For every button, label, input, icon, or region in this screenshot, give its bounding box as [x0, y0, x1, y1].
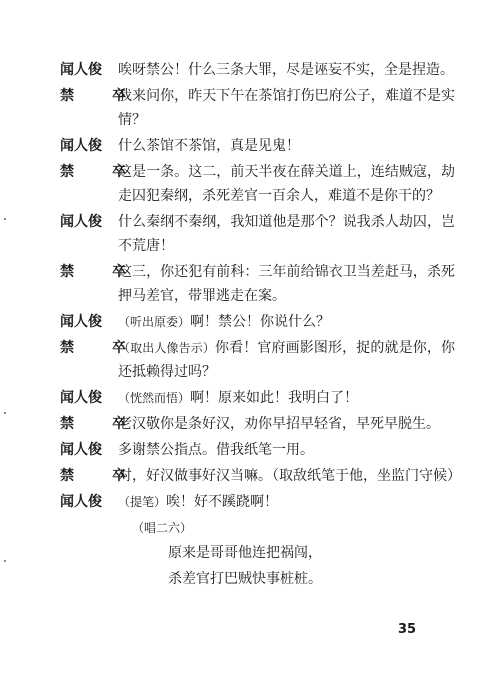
aria-label: （唱二六）	[132, 521, 193, 535]
stage-direction: （听出原委）	[118, 315, 191, 329]
speaker-name: 闻人俊	[60, 314, 102, 330]
aria-block	[118, 516, 455, 592]
speech-words: 唉！好不蹊跷啊！	[166, 494, 279, 510]
dialogue-line	[60, 438, 455, 462]
speech-text: 老汉敬你是条好汉，劝你早招早轻省，早死早脱生。	[118, 416, 440, 432]
speaker-name: 闻人俊	[60, 390, 102, 406]
speech-text: 这是一条。这二，前天半夜在薛关道上，连结贼寇，劫走囚犯秦纲，杀死差官一百余人，难道不是你干的？	[118, 164, 455, 204]
stage-direction: （取出人像告示）	[118, 341, 215, 355]
speech-text: 什么秦纲不秦纲，我知道他是那个？说我杀人劫囚，岂不荒唐！	[118, 214, 455, 254]
speech-text: 多谢禁公指点。借我纸笔一用。	[118, 442, 314, 458]
speech-words: 啊！原来如此！我明白了！	[190, 390, 359, 406]
speech-text	[118, 336, 455, 384]
speech-text	[118, 310, 455, 334]
speech-text: 我来问你，昨天下午在茶馆打伤巴府公子，难道不是实情？	[118, 88, 455, 128]
verse-line: 杀差官打巴贼快事桩桩。	[168, 571, 322, 587]
speaker-name: 禁 卒	[60, 264, 138, 280]
margin-mark	[4, 560, 6, 562]
dialogue-line	[60, 160, 455, 208]
speech-text	[118, 490, 455, 514]
speech-words: 啊！禁公！你说什么？	[190, 314, 331, 330]
speaker-name: 禁 卒	[60, 340, 138, 356]
dialogue-line	[60, 490, 455, 514]
dialogue-line	[60, 84, 455, 132]
speaker-name: 闻人俊	[60, 214, 102, 230]
margin-mark	[4, 218, 6, 220]
speaker-name: 闻人俊	[60, 494, 102, 510]
dialogue-line	[60, 336, 455, 384]
speaker-name: 禁 卒	[60, 468, 138, 484]
dialogue-line	[60, 210, 455, 258]
speaker-name: 闻人俊	[60, 442, 102, 458]
speaker-name: 禁 卒	[60, 164, 138, 180]
script-dialogue	[60, 58, 461, 592]
speech-text: 什么茶馆不茶馆，真是见鬼！	[118, 138, 300, 154]
verse-line: 原来是哥哥他连把祸闯，	[168, 545, 322, 561]
page-number: 35	[398, 622, 417, 637]
dialogue-line	[60, 412, 455, 436]
margin-mark	[4, 412, 6, 414]
speaker-name: 闻人俊	[60, 62, 102, 78]
stage-direction: （提笔）	[118, 495, 167, 509]
speech-text: 对，好汉做事好汉当嘛。（取敌纸笔于他，坐监门守候）	[118, 468, 461, 484]
speaker-name: 禁 卒	[60, 88, 138, 104]
dialogue-line	[60, 310, 455, 334]
speaker-name: 禁 卒	[60, 416, 138, 432]
dialogue-line	[60, 464, 461, 488]
dialogue-line	[60, 58, 455, 82]
dialogue-line	[60, 260, 455, 308]
speech-text: 唉呀禁公！什么三条大罪，尽是诬妄不实，全是捏造。	[118, 62, 454, 78]
stage-direction: （恍然而悟）	[118, 391, 191, 405]
dialogue-line	[60, 134, 455, 158]
speech-text: 这三，你还犯有前科：三年前给锦衣卫当差赶马，杀死押马差官，带罪逃走在案。	[118, 264, 455, 304]
speaker-name: 闻人俊	[60, 138, 102, 154]
dialogue-line	[60, 386, 455, 410]
speech-words: 你看！官府画影图形，捉的就是你，你还抵赖得过吗？	[118, 340, 455, 380]
speech-text	[118, 386, 455, 410]
